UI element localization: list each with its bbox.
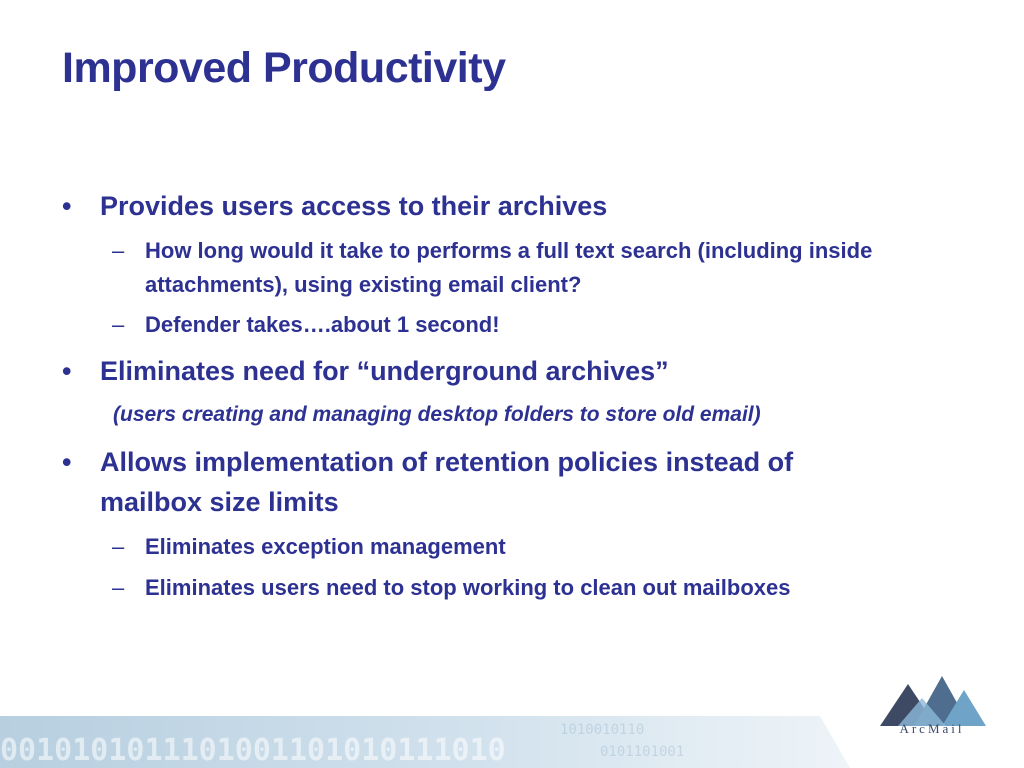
arcmail-logo-text: ArcMail bbox=[899, 721, 965, 736]
bullet-mark: • bbox=[62, 191, 72, 221]
sub-mark: – bbox=[112, 575, 125, 600]
sub-mark: – bbox=[112, 312, 125, 337]
sub-bullet-1-1-text: How long would it take to performs a full text search (including inside attachments), using existing email client? bbox=[145, 238, 873, 297]
slide-title: Improved Productivity bbox=[62, 44, 506, 92]
bullet-3-text: Allows implementation of retention policies instead of mailbox size limits bbox=[100, 447, 794, 517]
sub-mark: – bbox=[112, 238, 125, 263]
sub-bullet-3-1 bbox=[112, 530, 905, 564]
svg-text:0010101011101001101010111010: 0010101011101001101010111010 bbox=[0, 733, 506, 768]
sub-bullet-1-2 bbox=[112, 308, 905, 342]
bullet-2-text: Eliminates need for “underground archives” bbox=[100, 356, 669, 386]
bullet-2-note: (users creating and managing desktop folders to store old email) bbox=[113, 403, 761, 426]
bullet-3 bbox=[62, 442, 900, 522]
sub-bullet-3-1-text: Eliminates exception management bbox=[145, 534, 506, 559]
sub-bullet-1-1 bbox=[112, 234, 905, 302]
sub-bullet-3-2-text: Eliminates users need to stop working to clean out mailboxes bbox=[145, 575, 791, 600]
sub-mark: – bbox=[112, 534, 125, 559]
bullet-mark: • bbox=[62, 447, 72, 477]
bullet-1 bbox=[62, 186, 900, 226]
sub-bullet-1-2-text: Defender takes….about 1 second! bbox=[145, 312, 500, 337]
bullet-2 bbox=[62, 351, 900, 391]
bullet-1-text: Provides users access to their archives bbox=[100, 191, 608, 221]
bullet-mark: • bbox=[62, 356, 72, 386]
svg-text:1010010110: 1010010110 bbox=[560, 722, 645, 738]
binary-footer-band bbox=[0, 716, 850, 768]
sub-bullet-3-2 bbox=[112, 571, 905, 605]
svg-text:0101101001: 0101101001 bbox=[600, 744, 685, 760]
